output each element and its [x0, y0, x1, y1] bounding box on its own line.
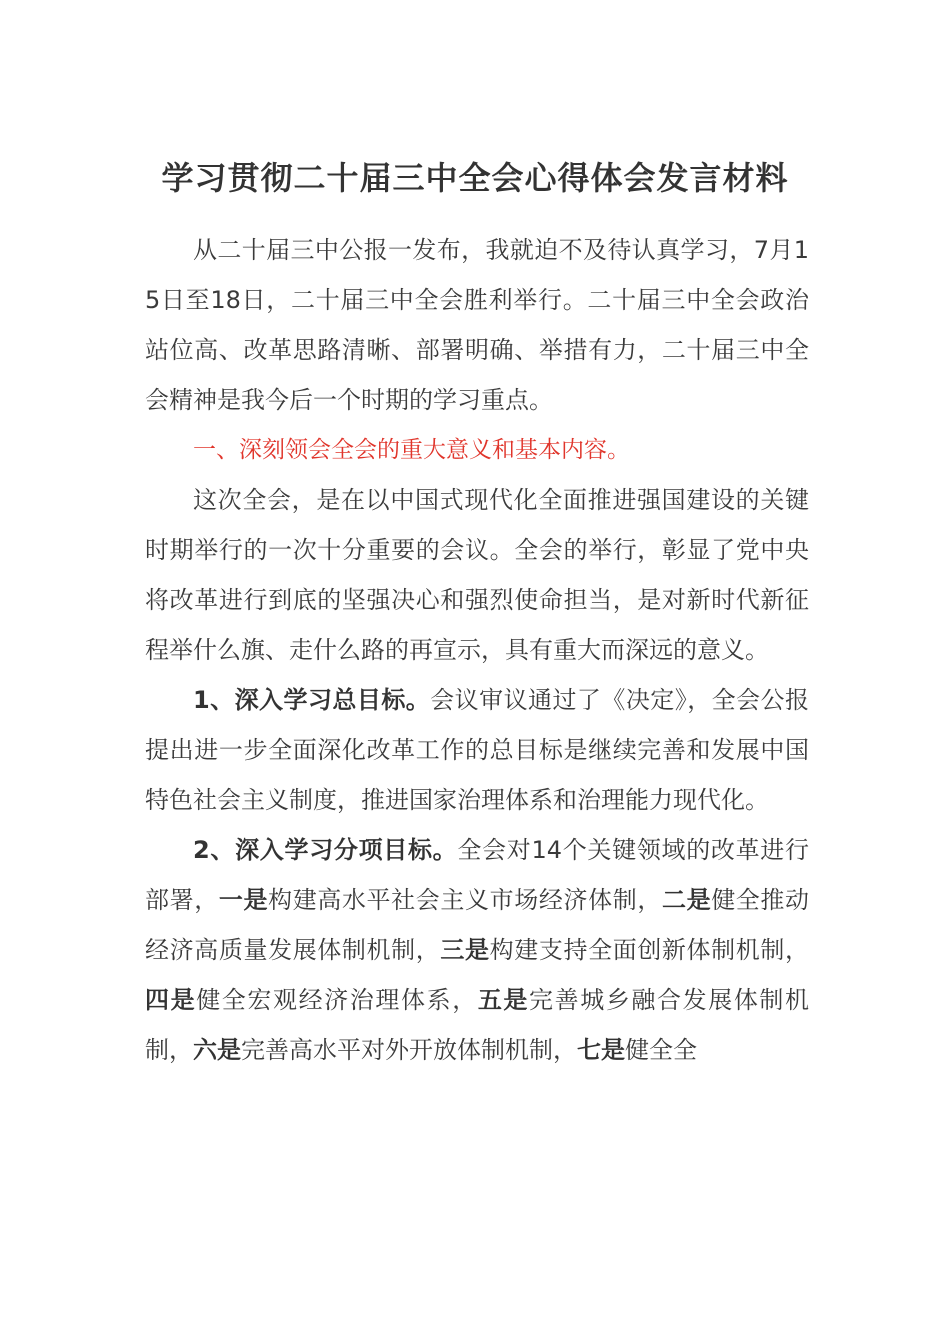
item-marker: 六是	[193, 1036, 241, 1064]
item-marker: 一是	[218, 886, 269, 914]
point2-text: 全会对14个关键领域的改革进行部署，	[145, 836, 810, 914]
point1-lead: 1、深入学习总目标。	[193, 686, 431, 714]
item-text: 构建高水平社会主义市场经济体制，	[268, 886, 662, 914]
item-text: 构建支持全面创新体制机制，	[489, 936, 810, 964]
item-text: 完善城乡融合发展体制机制，	[145, 986, 810, 1064]
item-marker: 三是	[440, 936, 490, 964]
item-text: 健全全	[625, 1036, 697, 1064]
point1-text: 会议审议通过了《决定》，全会公报提出进一步全面深化改革工作的总目标是继续完善和发展中国特色社会主义制度，推进国家治理体系和治理能力现代化。	[145, 686, 809, 814]
section1-heading: 一、深刻领会全会的重大意义和基本内容。	[193, 437, 630, 463]
document-body	[145, 225, 809, 1075]
point2-lead: 2、深入学习分项目标。	[193, 836, 458, 864]
item-text: 健全推动经济高质量发展体制机制，	[145, 886, 810, 964]
point1-paragraph	[145, 675, 809, 825]
item-marker: 七是	[577, 1036, 625, 1064]
item-marker: 二是	[661, 886, 712, 914]
item-marker: 五是	[477, 986, 530, 1014]
item-marker: 四是	[145, 986, 197, 1014]
point2-paragraph	[145, 825, 809, 1075]
item-text: 健全宏观经济治理体系，	[196, 986, 478, 1014]
item-text: 完善高水平对外开放体制机制，	[241, 1036, 577, 1064]
document-title: 学习贯彻二十届三中全会心得体会发言材料	[161, 159, 789, 197]
intro-paragraph: 从二十届三中公报一发布，我就迫不及待认真学习，7月15日至18日，二十届三中全会胜利举行。二十届三中全会政治站位高、改革思路清晰、部署明确、举措有力，二十届三中全会精神是我今后一个时期的学习重点。	[145, 236, 809, 414]
section1-paragraph: 这次全会，是在以中国式现代化全面推进强国建设的关键时期举行的一次十分重要的会议。全会的举行，彰显了党中央将改革进行到底的坚强决心和强烈使命担当，是对新时代新征程举什么旗、走什么路的再宣示，具有重大而深远的意义。	[145, 486, 809, 664]
